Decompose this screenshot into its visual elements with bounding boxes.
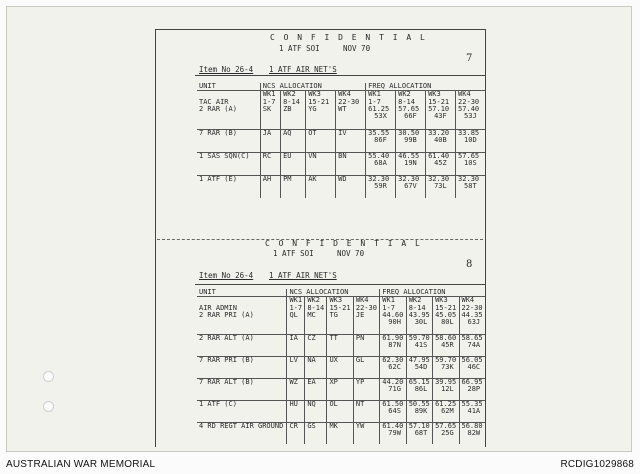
frequency-code: 45R [441,340,454,349]
confidential-heading: C O N F I D E N T I A L [270,33,427,42]
ncs-callsign: JA [260,129,280,152]
ncs-callsign: AQ [281,129,306,152]
table-row [197,422,485,444]
frequency-value: 59.70 [435,355,457,364]
ncs-callsign: PM [281,175,306,198]
frequency-code: 25G [441,428,454,437]
footer-record-id: RCDIG1029868 [560,459,634,470]
frequency-cell [456,175,485,198]
table-row [197,312,485,334]
ncs-callsign: NT [353,400,379,422]
frequency-value: 61.90 [382,333,404,342]
date-label: NOV 70 [337,249,365,258]
frequency-value: 66.95 [461,377,483,386]
week-label: WK1 [380,297,406,305]
ncs-callsign: YG [306,106,336,129]
frequency-value: 32.30 [368,174,390,183]
frequency-cell [380,422,406,444]
day-range: 1-7 [260,99,280,106]
frequency-value: 58.60 [435,333,457,342]
ncs-callsign: WT [336,106,366,129]
frequency-cell [456,106,485,129]
frequency-code: 62M [441,406,454,415]
unit-name: 4 RD REGT AIR GROUND [197,422,287,444]
frequency-cell [396,152,426,175]
table-row [197,400,485,422]
unit-name: 7 RAR (B) [197,129,260,152]
day-range: 15-21 [433,305,459,312]
ncs-callsign: CR [287,422,305,444]
week-label: WK2 [305,297,327,305]
frequency-code: 82W [467,428,481,437]
frequency-cell [380,312,406,334]
week-label: WK1 [260,91,280,99]
ncs-callsign: XP [327,378,353,400]
ncs-callsign: BN [336,152,366,175]
week-label: WK3 [327,297,353,305]
frequency-cell [406,422,432,444]
table-row [197,175,485,198]
frequency-cell [406,312,432,334]
allocation-table-2 [197,289,485,444]
frequency-code: 71G [388,384,401,393]
week-label: WK3 [426,91,456,99]
frequency-cell [380,400,406,422]
frequency-cell [406,400,432,422]
frequency-code: 74A [467,340,481,349]
unit-name: 7 RAR PRI (B) [197,356,287,378]
frequency-value: 56.05 [461,355,483,364]
unit-name: 1 ATF (E) [197,175,260,198]
ncs-callsign: CZ [305,334,327,356]
ncs-callsign: HU [287,400,305,422]
frequency-cell [366,106,396,129]
ncs-callsign: AK [306,175,336,198]
frequency-cell [433,334,459,356]
frequency-cell [426,106,456,129]
section-label: TAC AIR [199,97,229,106]
frequency-code: 41S [414,340,428,349]
table-row [197,356,485,378]
punch-hole [43,401,54,412]
day-range: 15-21 [426,99,456,106]
frequency-value: 30.50 [398,128,420,137]
frequency-code: 46C [467,362,481,371]
frequency-value: 50.55 [408,399,430,408]
frequency-value: 61.40 [428,151,450,160]
ncs-callsign: OL [327,400,353,422]
frequency-cell [366,152,396,175]
frequency-cell [459,378,485,400]
page-border-right [485,29,486,447]
document-sheet [6,6,632,452]
day-range: 1-7 [366,99,396,106]
frequency-cell [426,175,456,198]
ncs-callsign: YP [353,378,379,400]
ncs-callsign: MC [305,312,327,334]
frequency-value: 35.55 [368,128,390,137]
frequency-cell [459,400,485,422]
day-range: 1-7 [287,305,305,312]
frequency-cell [459,422,485,444]
unit-header: UNIT [197,83,260,91]
week-label: WK3 [433,297,459,305]
frequency-value: 33.85 [458,128,480,137]
frequency-value: 32.30 [398,174,420,183]
frequency-cell [426,152,456,175]
ncs-callsign: TG [327,312,353,334]
week-label: WK4 [353,297,379,305]
frequency-cell [380,378,406,400]
item-title: 1 ATF AIR NET'S [269,65,337,74]
ncs-callsign: ZB [281,106,306,129]
frequency-code: 90H [388,318,401,327]
ncs-callsign: WD [336,175,366,198]
day-range: 1-7 [380,305,406,312]
week-label: WK4 [459,297,485,305]
frequency-value: 43.95 [408,311,430,320]
frequency-value: 61.25 [435,399,457,408]
frequency-value: 57.40 [458,105,480,114]
frequency-value: 46.55 [398,151,420,160]
ncs-callsign: NA [305,356,327,378]
page-border-left [155,29,156,447]
frequency-code: 73L [434,181,447,190]
frequency-value: 55.35 [461,399,483,408]
frequency-code: 87N [388,340,401,349]
unit-name: 2 RAR (A) [199,105,237,114]
ncs-callsign: QL [287,312,305,334]
item-number: Item No 26-4 [199,65,254,74]
ncs-callsign: GL [353,356,379,378]
frequency-cell [396,106,426,129]
frequency-code: 41A [467,406,481,415]
ncs-callsign: IV [336,129,366,152]
frequency-code: 53X [374,112,387,121]
frequency-value: 61.50 [382,399,404,408]
frequency-value: 32.30 [458,174,480,183]
frequency-value: 47.95 [408,355,430,364]
soi-label: 1 ATF SOI [279,44,320,53]
ncs-callsign: VN [306,152,336,175]
week-label: WK4 [456,91,485,99]
ncs-callsign: NQ [305,400,327,422]
frequency-cell [380,356,406,378]
day-range: 22-30 [459,305,485,312]
ncs-header: NCS ALLOCATION [287,289,380,297]
item-number: Item No 26-4 [199,271,254,280]
table-row [197,129,485,152]
frequency-code: 54D [414,362,428,371]
week-label: WK4 [336,91,366,99]
rule [195,284,485,285]
frequency-value: 56.80 [461,421,483,430]
day-range: 8-14 [396,99,426,106]
frequency-cell [459,356,485,378]
frequency-value: 61.25 [368,105,390,114]
handwritten-page-number: 8 [466,259,473,270]
week-label: WK2 [406,297,432,305]
unit-name: 1 SAS SQN(C) [197,152,260,175]
ncs-callsign: UX [327,356,353,378]
week-label: WK1 [366,91,396,99]
frequency-code: 64S [388,406,401,415]
page-border-top [155,29,485,30]
table-row [197,334,485,356]
frequency-code: 66F [404,112,417,121]
frequency-value: 44.35 [461,311,483,320]
week-label: WK2 [281,91,306,99]
frequency-code: 28P [467,384,481,393]
frequency-cell [380,334,406,356]
frequency-code: 58T [464,181,477,190]
day-range: 15-21 [306,99,336,106]
ncs-callsign: YW [353,422,379,444]
frequency-code: 89K [414,406,428,415]
ncs-callsign: RC [260,152,280,175]
frequency-value: 58.65 [461,333,483,342]
frequency-code: 43F [434,112,447,121]
frequency-code: 59R [374,181,387,190]
footer-archive-name: AUSTRALIAN WAR MEMORIAL [6,459,156,470]
unit-name: 2 RAR ALT (A) [197,334,287,356]
frequency-code: 80L [441,318,454,327]
table-row [197,106,485,129]
freq-header: FREQ ALLOCATION [366,83,485,91]
frequency-code: 10D [464,135,477,144]
frequency-cell [459,334,485,356]
ncs-callsign: MK [327,422,353,444]
frequency-value: 39.95 [435,377,457,386]
freq-header: FREQ ALLOCATION [380,289,485,297]
frequency-code: 68T [414,428,428,437]
table-row [197,378,485,400]
frequency-value: 62.30 [382,355,404,364]
day-range: 22-30 [456,99,485,106]
frequency-value: 65.15 [408,377,430,386]
frequency-value: 57.10 [408,421,430,430]
frequency-code: 40B [434,135,447,144]
ncs-header: NCS ALLOCATION [260,83,365,91]
day-range: 15-21 [327,305,353,312]
frequency-value: 32.30 [428,174,450,183]
frequency-code: 99B [404,135,417,144]
confidential-heading: C O N F I D E N T I A L [265,239,422,248]
frequency-cell [366,129,396,152]
punch-hole [43,371,54,382]
week-label: WK1 [287,297,305,305]
frequency-code: 53J [464,112,477,121]
frequency-cell [406,334,432,356]
soi-label: 1 ATF SOI [273,249,314,258]
frequency-cell [433,400,459,422]
ncs-callsign: IA [287,334,305,356]
frequency-value: 57.65 [458,151,480,160]
frequency-cell [396,129,426,152]
ncs-callsign: SK [260,106,280,129]
frequency-value: 45.05 [435,311,457,320]
ncs-callsign: WZ [287,378,305,400]
frequency-code: 30L [414,318,428,327]
frequency-code: 19N [404,158,417,167]
ncs-callsign: OT [306,129,336,152]
ncs-callsign: EU [281,152,306,175]
frequency-cell [433,378,459,400]
frequency-cell [366,175,396,198]
item-title: 1 ATF AIR NET'S [269,271,337,280]
frequency-cell [433,422,459,444]
frequency-cell [426,129,456,152]
frequency-value: 61.40 [382,421,404,430]
frequency-code: 86F [374,135,387,144]
ncs-callsign: AH [260,175,280,198]
allocation-table-1 [197,83,485,198]
frequency-cell [396,175,426,198]
ncs-callsign: EA [305,378,327,400]
frequency-value: 44.60 [382,311,404,320]
day-range: 8-14 [406,305,432,312]
frequency-cell [406,356,432,378]
frequency-code: 12L [441,384,454,393]
frequency-value: 33.20 [428,128,450,137]
frequency-code: 73K [441,362,454,371]
unit-name: 1 ATF (C) [197,400,287,422]
day-range: 22-30 [353,305,379,312]
frequency-value: 44.20 [382,377,404,386]
ncs-callsign: PN [353,334,379,356]
handwritten-page-number: 7 [466,53,473,64]
ncs-callsign: GS [305,422,327,444]
frequency-value: 57.10 [428,105,450,114]
frequency-code: 79W [388,428,401,437]
frequency-code: 10S [464,158,477,167]
unit-name: 7 RAR ALT (B) [197,378,287,400]
table-row [197,152,485,175]
week-label: WK3 [306,91,336,99]
frequency-value: 59.70 [408,333,430,342]
ncs-callsign: LV [287,356,305,378]
frequency-value: 57.65 [398,105,420,114]
ncs-callsign: JE [353,312,379,334]
week-label: WK2 [396,91,426,99]
frequency-code: 67V [404,181,417,190]
date-label: NOV 70 [343,44,371,53]
frequency-cell [433,312,459,334]
frequency-cell [456,152,485,175]
frequency-code: 86L [414,384,428,393]
ncs-callsign: TT [327,334,353,356]
frequency-cell [433,356,459,378]
frequency-cell [459,312,485,334]
unit-header: UNIT [197,289,287,297]
frequency-cell [406,378,432,400]
frequency-code: 62C [388,362,401,371]
frequency-code: 68A [374,158,387,167]
frequency-value: 57.65 [435,421,457,430]
frequency-cell [456,129,485,152]
section-label: AIR ADMIN [199,303,237,312]
rule [195,75,485,76]
frequency-code: 45Z [434,158,447,167]
frequency-code: 63J [467,318,481,327]
unit-name: 2 RAR PRI (A) [199,311,254,320]
day-range: 22-30 [336,99,366,106]
day-range: 8-14 [305,305,327,312]
day-range: 8-14 [281,99,306,106]
frequency-value: 55.40 [368,151,390,160]
